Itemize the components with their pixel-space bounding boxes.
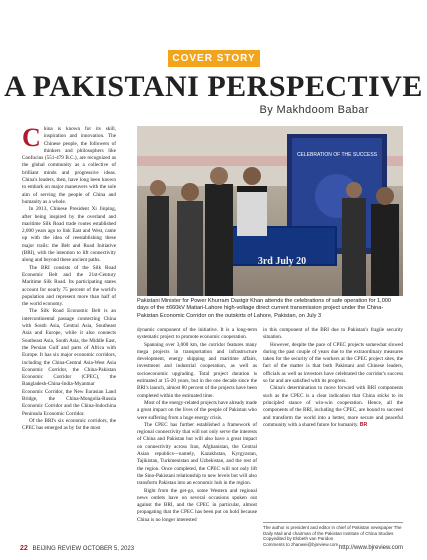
headline: A PAKISTANI PERSPECTIVE — [4, 70, 423, 103]
paragraph-text: China's determination to move forward with BRI components such as the CPEC is a clear indication that China sticks to its principled stance of win-win cooperation. Hence, all the components of the BRI, including the CPEC, are bound to succeed and transform the world into a better, more secure and peaceful community with a shared future for humanity. — [263, 385, 403, 428]
paragraph — [22, 126, 116, 206]
issue-line: BEIJING REVIEW OCTOBER 5, 2023 — [32, 546, 135, 552]
paragraph: The BRI consists of the Silk Road Economic Belt and the 21st-Century Maritime Silk Road. Its participating states account for nearly 75 percent of the world's population and represent more than half of the world economy. — [22, 264, 116, 308]
paragraph: in this component of the BRI due to Pakistan's fragile security situation. — [263, 327, 403, 341]
paragraph: Right from the get-go, some Western and regional news outlets have on several occasions spoken out against the BRI, and the CPEC in particular, almost propagating that the CPEC has been put on hold because China is no longer interested — [137, 487, 257, 523]
paragraph: The Silk Road Economic Belt is an intercontinental passage connecting China with South Asia, Central Asia, Southeast Asia and Europe, while it also connects Southeast Asia, South Asia, the Middle East, the Persian Gulf and parts of Africa with Europe. It has six major economic corridors, including the China-Central Asia-West Asia Economic Corridor, the China-Pakistan Economic Corridor (CPEC), the Bangladesh-China-India-Myanmar Economic Corridor, the New Eurasian Land Bridge, the China-Mongolia-Russia Economic Corridor and the China-Indochina Peninsula Economic Corridor. — [22, 308, 116, 417]
byline: By Makhdoom Babar — [259, 104, 369, 116]
bio-line: Comments to zhanwei@bjreview.com — [263, 541, 339, 547]
paragraph: Of the BRI's six economic corridors, the CPEC has emerged as by far the most — [22, 417, 116, 432]
author-bio — [263, 522, 403, 547]
photo-event-ceremony-icon — [137, 126, 403, 296]
paragraph: Spanning over 3,000 km, the corridor features many mega projects in transportation and infrastructure development, energy shipping and maritime affairs, investment and industrial cooperation, as well as socioeconomic upgrading. Total project duration is estimated at 15-20 years, but in the one decade since the BRI's launch, almost 80 percent of the projects have been completed within the estimated time. — [137, 341, 257, 399]
page-number: 22 — [20, 545, 28, 552]
paragraph: Most of the energy-related projects have already made a great impact on the lives of the people of Pakistan who were suffering from a huge energy crisis. — [137, 399, 257, 421]
svg-text:CELEBRATION OF THE SUCCESS: CELEBRATION OF THE SUCCESS — [296, 152, 378, 158]
paragraph: In 2013, Chinese President Xi Jinping, after being inspired by the overland and maritime Silk Road trade routes established 2,000 years ago to link East and West, came up with the idea of reestablishing these major trails: the Belt and Road Initiative (BRI), with the intention to lift connectivity along and beyond these ancient paths. — [22, 206, 116, 264]
dropcap: C — [22, 126, 41, 152]
article-column-3 — [263, 327, 403, 541]
news-photo — [137, 126, 403, 296]
article-column-2 — [137, 327, 257, 541]
bio-line: The author is president and editor in chief of Pakistan newspaper The Daily Mail and chairman of the Pakistan Institute of China Studies — [263, 525, 402, 536]
paragraph: dynamic component of the initiative. It is a long-term systematic project to promote economic cooperation. — [137, 327, 257, 341]
paragraph: The CPEC has further established a framework of regional connectivity that will not only serve the interests of China and Pakistan but will also have a great impact on connectivity across Iran, Afghanistan, the Central Asian republics—namely, Kazakhstan, Kyrgyzstan, Tajikistan, Turkmenistan and Uzbekistan, and the rest of the region. Once completed, the CPEC will not only lift the Sino-Pakistani relationship to new levels but will also transform Pakistan into an economic hub in the region. — [137, 421, 257, 487]
paragraph: However, despite the pace of CPEC projects somewhat slowed during the past couple of years due to the extraordinary measures taken for the security of the workers at the CPEC project sites, the fact of the matter is that both Pakistani and Chinese leaders, officials as well as investors have celebrated the corridor's success so far and are satisfied with its progress. — [263, 341, 403, 385]
page-footer-url[interactable]: http://www.bjreview.com — [338, 545, 403, 551]
paragraph — [263, 385, 403, 429]
page-footer-left — [20, 545, 134, 552]
section-kicker: COVER STORY — [168, 50, 260, 67]
bio-line: Copyedited by Elsbeth van Paridon — [263, 536, 334, 542]
article-column-1 — [22, 126, 116, 540]
photo-caption: Pakistani Minister for Power Khurram Dastgir Khan attends the celebrations of safe operation for 1,000 days of the ±660kV Matiari-Lahore high-voltage direct current transmission project under the China-Pakistan Economic Corridor on the outskirts of Lahore, Pakistan, on July 3 — [137, 298, 392, 319]
svg-text:3rd July 20: 3rd July 20 — [257, 256, 307, 267]
paragraph-text: hina is known for its skill, inspiration and innovation. The Chinese people, the followers of thinkers and philosophers like Confucius (551-479 B.C.), are recognized as the global community as a collective of brilliant minds and progressive ideas. China's leaders, then, have long been known to embark on major maneuvers with the sole aim of serving the people of China and humanity as a whole. — [22, 126, 116, 205]
end-mark: BR — [359, 421, 368, 428]
